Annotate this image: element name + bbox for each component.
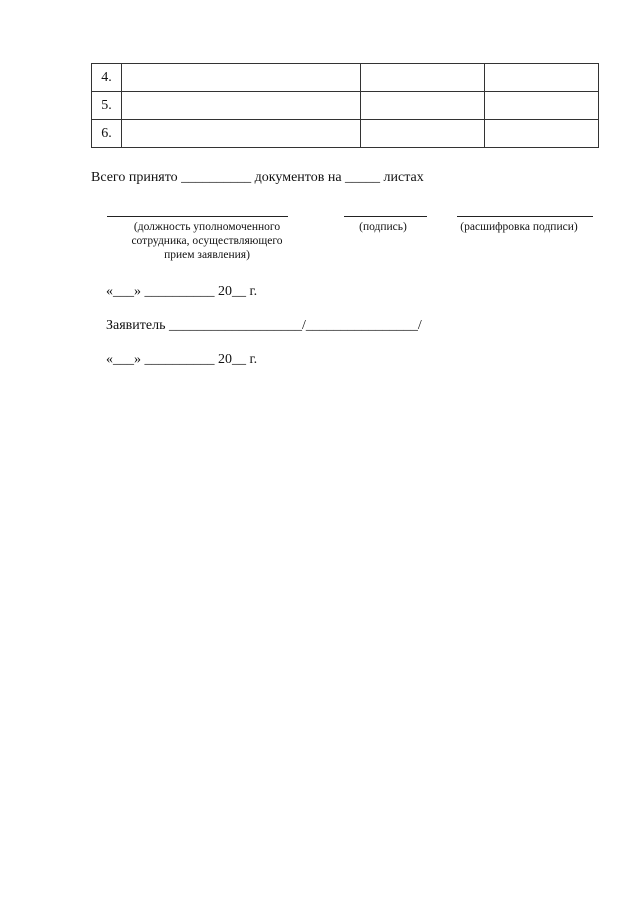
row-number: 5. xyxy=(92,92,122,120)
position-caption: (должность уполномоченного сотрудника, осуществляющего прием заявления) xyxy=(131,221,283,261)
row-number: 4. xyxy=(92,64,122,92)
table-cell xyxy=(485,120,599,148)
decryption-signature-line xyxy=(457,216,593,217)
table-cell xyxy=(361,92,485,120)
table-cell xyxy=(485,92,599,120)
table-cell xyxy=(361,120,485,148)
table-row xyxy=(92,64,599,92)
applicant-line: Заявитель ___________________/________________/ xyxy=(106,318,422,333)
table-row xyxy=(92,92,599,120)
documents-table xyxy=(91,63,599,148)
table-cell xyxy=(122,64,361,92)
summary-line: Всего принято __________ документов на _____ листах xyxy=(91,170,424,185)
table-row xyxy=(92,120,599,148)
date-line-2: «___» __________ 20__ г. xyxy=(106,352,258,367)
row-number: 6. xyxy=(92,120,122,148)
table-cell xyxy=(122,92,361,120)
position-signature-line xyxy=(107,216,288,217)
date-line-1: «___» __________ 20__ г. xyxy=(106,284,258,299)
table-cell xyxy=(485,64,599,92)
table-cell xyxy=(361,64,485,92)
table-cell xyxy=(122,120,361,148)
signature-caption: (подпись) xyxy=(359,221,407,233)
signature-line xyxy=(344,216,427,217)
decryption-caption: (расшифровка подписи) xyxy=(460,221,578,233)
